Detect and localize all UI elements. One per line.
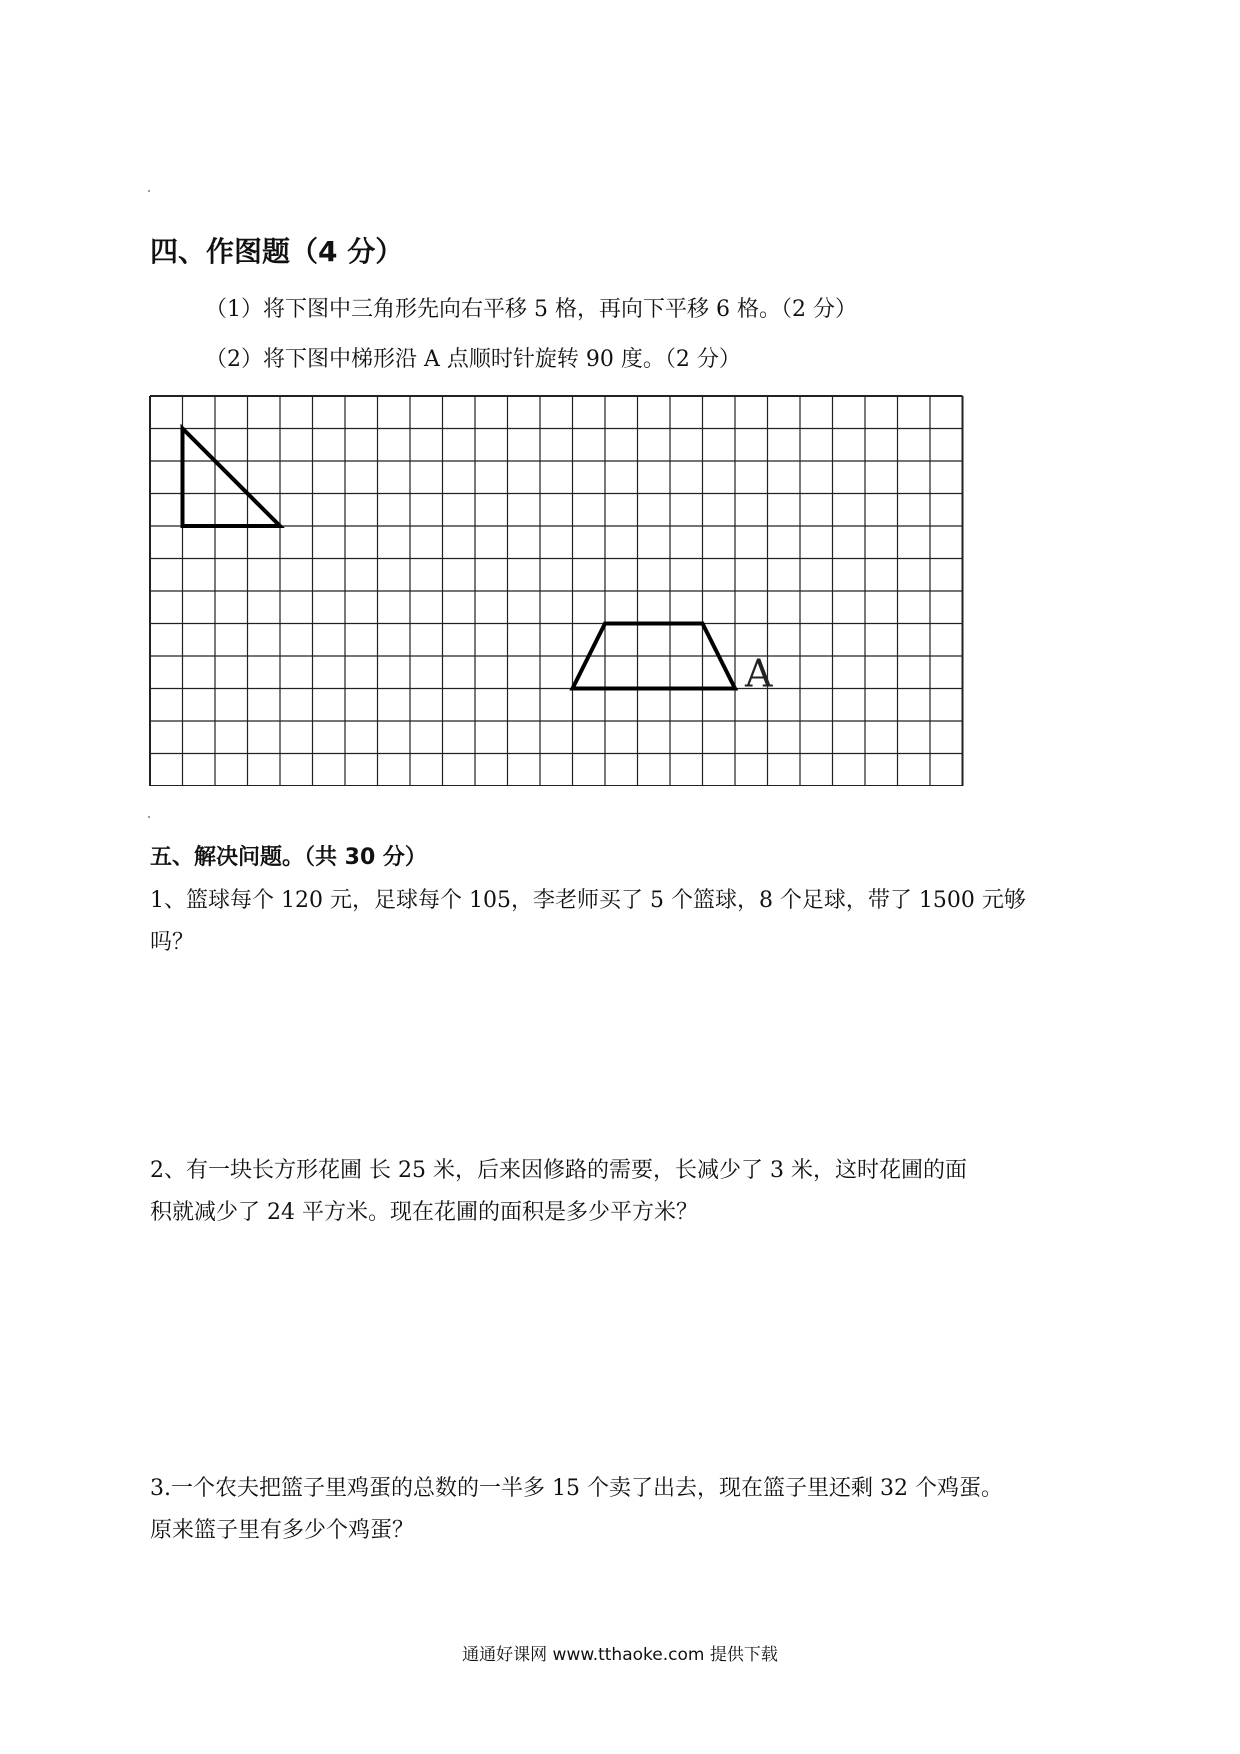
question-3	[150, 1468, 1003, 1552]
question-3-line-2: 原来篮子里有多少个鸡蛋？	[150, 1518, 415, 1543]
question-1-line-2: 吗？	[150, 930, 195, 955]
drawing-grid	[148, 394, 988, 786]
question-1-line-1: 1、篮球每个 120 元，足球每个 105，李老师买了 5 个篮球，8 个足球，带了 1500 元够	[150, 888, 1026, 913]
triangle-shape	[183, 429, 281, 527]
question-3-line-1: 3.一个农夫把篮子里鸡蛋的总数的一半多 15 个卖了出去，现在篮子里还剩 32 个鸡蛋。	[150, 1476, 1003, 1501]
instruction-2: （2）将下图中梯形沿 A 点顺时针旋转 90 度。（2 分）	[205, 347, 741, 372]
question-1	[150, 880, 1026, 964]
footer-credit: 通通好课网 www.tthaoke.com 提供下载	[462, 1645, 778, 1665]
grid-lines	[150, 396, 963, 786]
point-a-label: A	[745, 651, 773, 696]
section-5-title: 五、解决问题。（共 30 分）	[150, 845, 427, 870]
question-2-line-1: 2、有一块长方形花圃 长 25 米，后来因修路的需要，长减少了 3 米，这时花圃的面	[150, 1158, 967, 1183]
instruction-1: （1）将下图中三角形先向右平移 5 格，再向下平移 6 格。（2 分）	[205, 297, 857, 322]
section-4-title: 四、作图题（4 分）	[150, 235, 404, 268]
question-2-line-2: 积就减少了 24 平方米。现在花圃的面积是多少平方米？	[150, 1200, 698, 1225]
question-2	[150, 1150, 967, 1234]
